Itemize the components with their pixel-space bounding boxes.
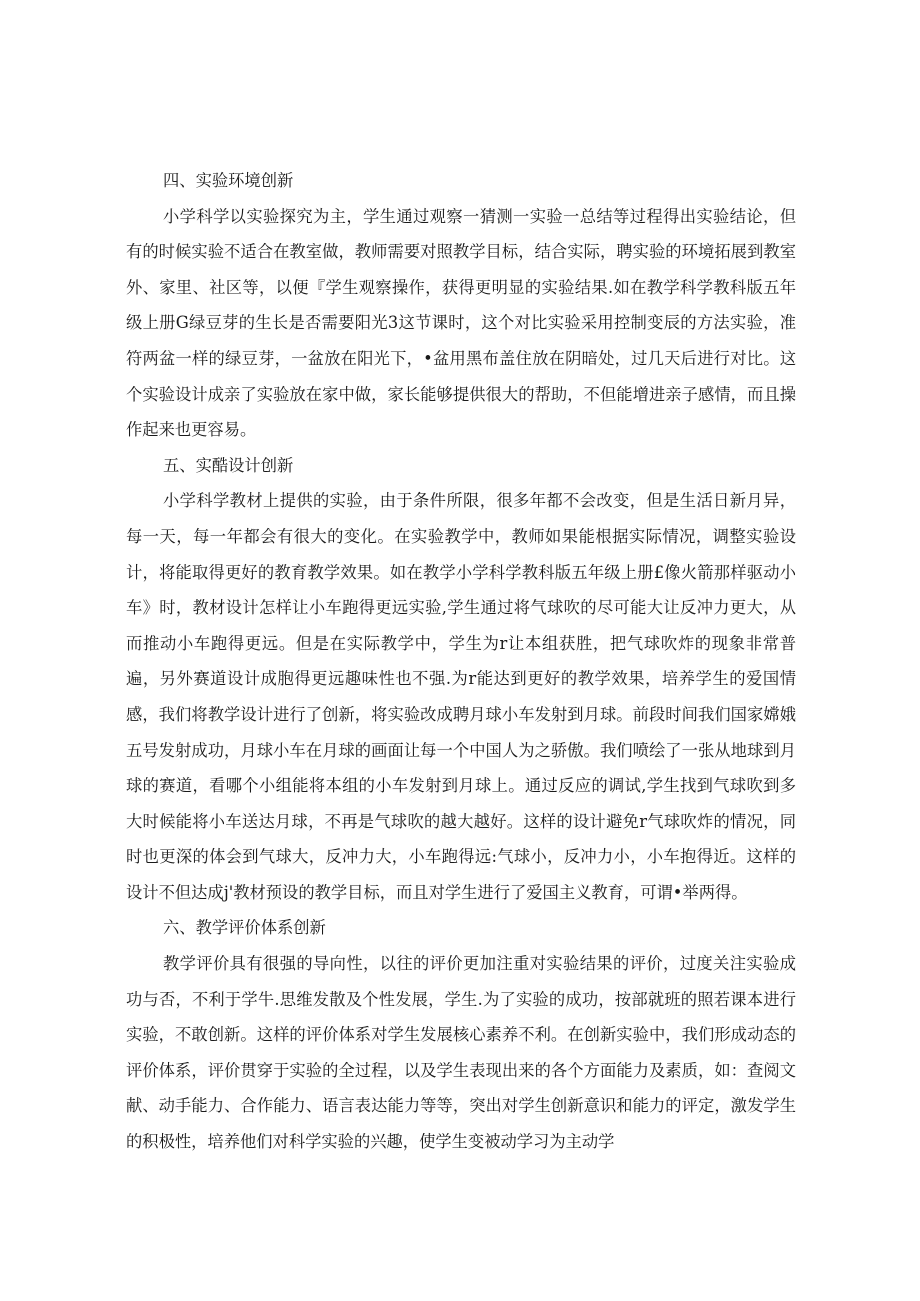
document-body	[126, 163, 796, 1160]
section-paragraph-design: 小学科学教材上提供的实验，由于条件所限，很多年都不会改变，但是生活日新月异，每一天，每一年都会有很大的变化。在实验教学中，教师如果能根据实际情况，调整实验设计，将能取得更好的教育教学效果。如在教学小学科学教科版五年级上册£像火箭那样驱动小车》时，教材设计怎样让小车跑得更远实验,学生通过将气球吹的尽可能大让反冲力更大，从而推动小车跑得更远。但是在实际教学中，学生为r让本组获胜，把气球吹炸的现象非常普遍，另外赛道设计成胞得更远趣味性也不强.为r能达到更好的教学效果，培养学生的爱国情感，我们将教学设计进行了创新，将实验改成聘月球小车发射到月球。前段时间我们国家嫦娥五号发射成功，月球小车在月球的画面让每一个中国人为之骄傲。我们喷绘了一张从地球到月球的赛道，看哪个小组能将本组的小车发射到月球上。通过反应的调试,学生找到气球吹到多大时候能将小车送达月球，不再是气球吹的越大越好。这样的设计避免r气球吹炸的情况，同时也更深的体会到气球大，反冲力大，小车跑得远:气球小，反冲力小，小车抱得近。这样的设计不但达成j'教材预设的教学目标，而且对学生进行了爱国主义教育，可谓•举两得。	[126, 491, 796, 902]
section-heading-evaluation: 六、教学评价体系创新	[163, 918, 326, 938]
section-heading-environment: 四、实验环境创新	[163, 171, 294, 190]
section-heading-design: 五、实酷设计创新	[163, 455, 294, 475]
section-paragraph-evaluation: 教学评价具有很强的导向性，以往的评价更加注重对实验结果的评价，过度关注实验成功与否，不利于学牛.思维发散及个性发展，学生.为了实验的成功，按部就班的照若课本进行实验，不敢创新。这样的评价体系对学生发展核心素养不利。在创新实验中，我们形成动态的评价体系，评价贯穿于实验的全过程，以及学生表现出来的各个方面能力及素质，如：查阅文献、动手能力、合作能力、语言表达能力等等，突出对学生创新意识和能力的评定，激发学生的积极性，培养他们对科学实验的兴趣，使学生变被动学习为主动学	[126, 954, 796, 1152]
section-paragraph-environment: 小学科学以实验探究为主，学生通过观察一猜测一实验一总结等过程得出实验结论，但有的时候实验不适合在教室做，教师需要对照教学目标，结合实际，聘实验的环境拓展到教室外、家里、社区等，以便『学生观察操作，获得更明显的实验结果.如在教学科学教科版五年级上册G绿豆芽的生长是否需要阳光3这节课时，这个对比实验采用控制变辰的方法实验，准符两盆一样的绿豆芽，一盆放在阳光下，•盆用黑布盖住放在阴暗处，过几天后进行对比。这个实验设计成亲了实验放在家中做，家长能够提供很大的帮助，不但能增进亲子感情，而且操作起来也更容易。	[126, 206, 796, 440]
